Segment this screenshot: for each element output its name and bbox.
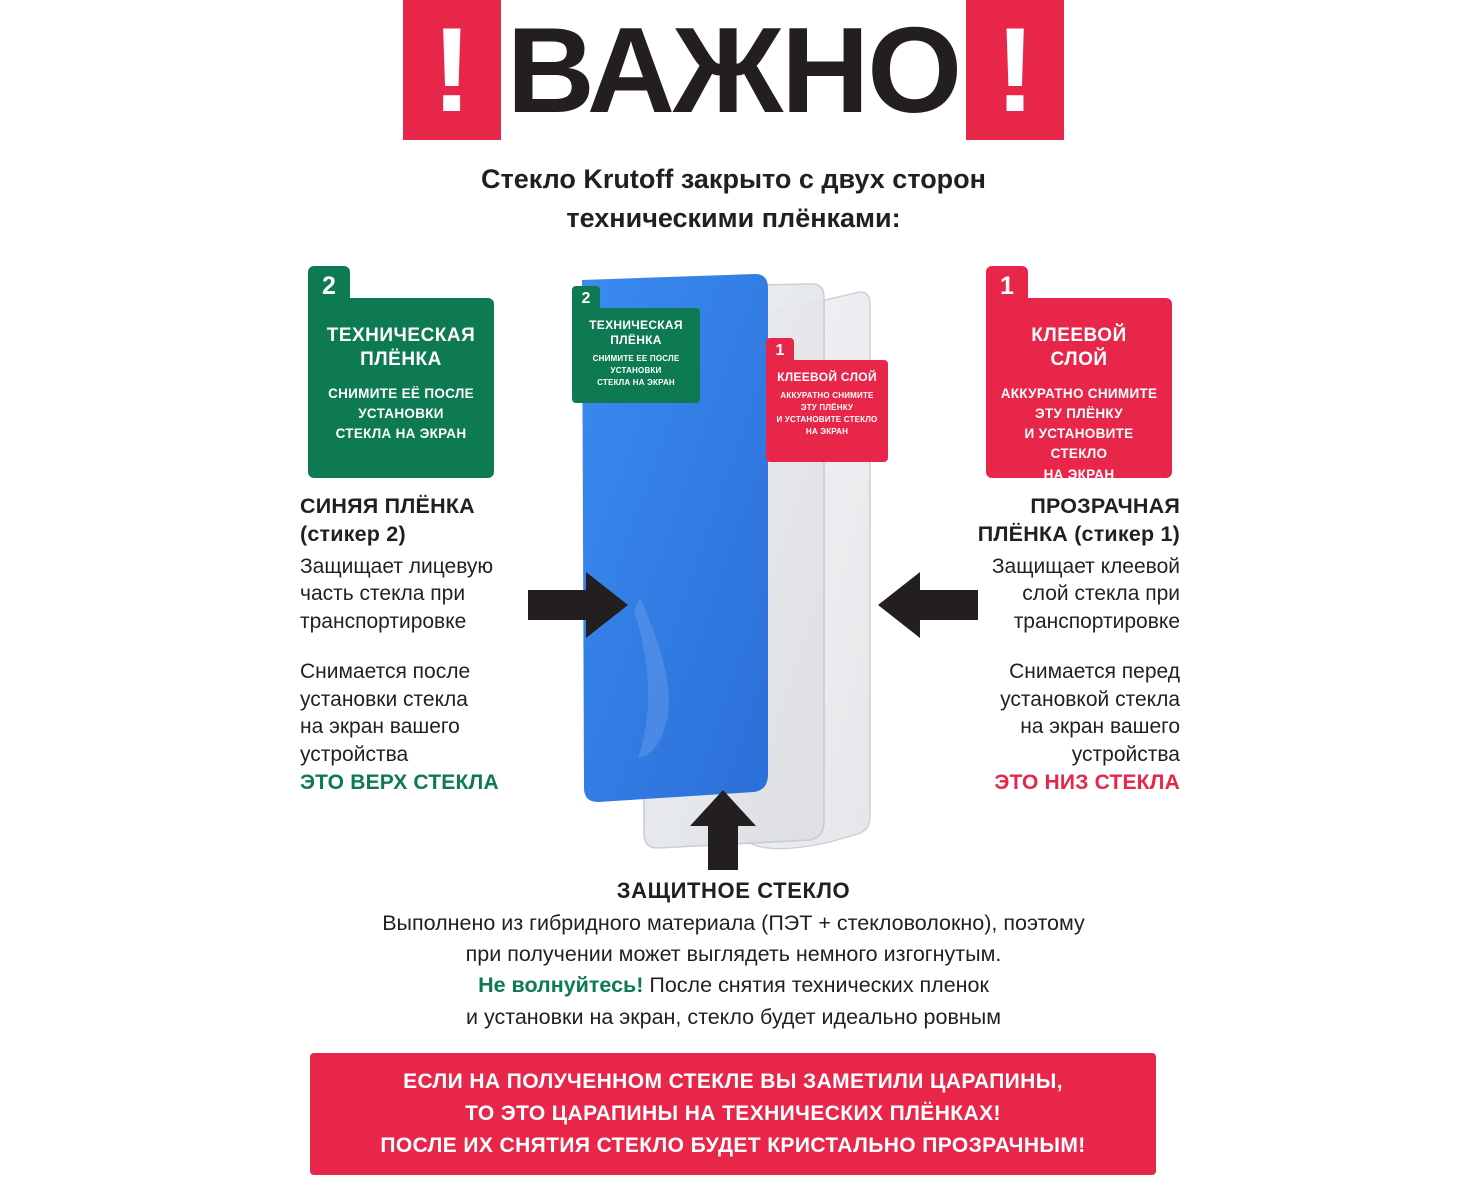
left-body-line-1: Защищает лицевую xyxy=(300,554,494,578)
mini-green-card-title-line-1: ТЕХНИЧЕСКАЯ xyxy=(589,318,683,332)
footer-line-2: ТО ЭТО ЦАРАПИНЫ НА ТЕХНИЧЕСКИХ ПЛЁНКАХ! xyxy=(465,1102,1001,1126)
green-card-title xyxy=(322,324,480,372)
bottom-line-4: и установки на экран, стекло будет идеально ровным xyxy=(466,1004,1001,1029)
green-card-title-line-2: ПЛЁНКА xyxy=(360,348,442,370)
arrow-right-icon xyxy=(528,572,628,643)
mini-red-card-sub xyxy=(766,385,888,438)
red-card-sub-line-2: ЭТУ ПЛЁНКУ xyxy=(1035,405,1123,421)
mini-red-card-sub-line-2: ЭТУ ПЛЁНКУ xyxy=(800,403,854,412)
green-card-sub-line-1: СНИМИТЕ ЕЁ ПОСЛЕ xyxy=(328,385,474,401)
mini-green-film-card xyxy=(572,290,700,403)
green-card-sub-line-3: СТЕКЛА НА ЭКРАН xyxy=(335,426,467,441)
exclamation-left-icon xyxy=(403,0,501,140)
left-accent-text: ЭТО ВЕРХ СТЕКЛА xyxy=(300,770,499,794)
right-body2-line-1: Снимается перед xyxy=(1009,659,1180,683)
right-body2-line-4: устройства xyxy=(1071,743,1180,767)
right-description xyxy=(940,492,1180,797)
mini-green-card-title-line-2: ПЛЁНКА xyxy=(610,333,662,347)
red-film-card xyxy=(986,272,1172,482)
right-head-line-2: ПЛЁНКА (стикер 1) xyxy=(977,522,1180,547)
footer-line-3: ПОСЛЕ ИХ СНЯТИЯ СТЕКЛО БУДЕТ КРИСТАЛЬНО ПРОЗРАЧНЫМ! xyxy=(380,1133,1086,1157)
mini-red-card-sub-line-3: И УСТАНОВИТЕ СТЕКЛО xyxy=(776,415,878,424)
mini-green-card-title xyxy=(572,308,700,348)
exclamation-left-glyph: ! xyxy=(431,3,472,137)
bottom-line-3-bold: Не волнуйтесь! xyxy=(478,973,644,998)
right-accent-text: ЭТО НИЗ СТЕКЛА xyxy=(994,770,1180,794)
left-head-line-2: (стикер 2) xyxy=(300,522,406,547)
red-card-body xyxy=(986,298,1172,485)
green-card-body xyxy=(308,298,494,444)
red-card-sub-line-4: НА ЭКРАН xyxy=(1043,466,1115,482)
left-body2-line-4: устройства xyxy=(300,743,409,767)
mini-red-card-title: КЛЕЕВОЙ СЛОЙ xyxy=(777,370,877,384)
red-card-badge: 1 xyxy=(986,266,1028,306)
green-card-badge: 2 xyxy=(308,266,350,306)
right-head-line-1: ПРОЗРАЧНАЯ xyxy=(1030,494,1180,518)
mini-red-card-sub-line-4: НА ЭКРАН xyxy=(805,427,849,436)
mini-green-card-sub-line-3: СТЕКЛА НА ЭКРАН xyxy=(597,378,675,387)
red-card-sub xyxy=(1000,384,1158,485)
right-description-head xyxy=(940,492,1180,549)
bottom-line-3-rest: После снятия технических пленок xyxy=(643,973,989,998)
mini-red-card-sub-line-1: АККУРАТНО СНИМИТЕ xyxy=(780,391,874,400)
left-spacer xyxy=(300,636,540,658)
mini-green-card-sub xyxy=(572,348,700,389)
right-body2-line-3: на экран вашего xyxy=(1020,715,1180,739)
left-body2-line-1: Снимается после xyxy=(300,659,471,683)
mini-green-card-sub-line-2: УСТАНОВКИ xyxy=(610,366,662,375)
red-card-sub-line-3: И УСТАНОВИТЕ СТЕКЛО xyxy=(1024,426,1134,462)
green-film-card xyxy=(308,272,494,478)
right-body-line-3: транспортировке xyxy=(1013,610,1180,634)
header-banner xyxy=(0,0,1467,140)
mini-green-card-sub-line-1: СНИМИТЕ ЕЕ ПОСЛЕ xyxy=(592,354,680,363)
left-description-head xyxy=(300,492,540,549)
subtitle-line-2: техническими плёнками: xyxy=(566,203,901,234)
green-card-title-line-1: ТЕХНИЧЕСКАЯ xyxy=(326,325,476,346)
left-body-line-3: транспортировке xyxy=(300,610,467,634)
red-card-sub-line-1: АККУРАТНО СНИМИТЕ xyxy=(1000,385,1158,401)
mini-red-card-badge: 1 xyxy=(766,338,794,364)
subtitle-line-1: Стекло Krutoff закрыто с двух сторон xyxy=(481,164,986,194)
header-title-text: ВАЖНО xyxy=(506,2,961,138)
green-card-sub xyxy=(322,384,480,445)
left-body2-line-2: установки стекла xyxy=(300,687,468,711)
footer-warning-banner xyxy=(310,1053,1156,1175)
green-card-sub-line-2: УСТАНОВКИ xyxy=(358,405,444,421)
right-spacer xyxy=(940,636,1180,658)
right-body-line-1: Защищает клеевой xyxy=(991,554,1180,578)
bottom-line-2: при получении может выглядеть немного изгогнутым. xyxy=(465,942,1002,967)
bottom-text xyxy=(0,908,1467,1033)
bottom-title: ЗАЩИТНОЕ СТЕКЛО xyxy=(616,878,851,903)
subtitle xyxy=(0,160,1467,238)
red-card-title: КЛЕЕВОЙ СЛОЙ xyxy=(1031,325,1127,370)
left-body-line-2: часть стекла при xyxy=(300,582,466,606)
mini-green-card-badge: 2 xyxy=(572,286,600,312)
header-title xyxy=(501,0,966,140)
mini-red-film-card xyxy=(766,342,888,462)
left-body2-line-3: на экран вашего xyxy=(300,715,460,739)
left-head-line-1: СИНЯЯ ПЛЁНКА xyxy=(300,494,475,518)
exclamation-right-icon xyxy=(966,0,1064,140)
bottom-line-1: Выполнено из гибридного материала (ПЭТ + стекловолокно), поэтому xyxy=(382,911,1085,935)
footer-line-1: ЕСЛИ НА ПОЛУЧЕННОМ СТЕКЛЕ ВЫ ЗАМЕТИЛИ ЦАРАПИНЫ, xyxy=(403,1070,1063,1094)
exclamation-right-glyph: ! xyxy=(995,3,1036,137)
arrow-up-icon xyxy=(690,790,756,875)
left-description xyxy=(300,492,540,797)
right-body2-line-2: установкой стекла xyxy=(1000,687,1180,711)
right-body-line-2: слой стекла при xyxy=(1022,582,1180,606)
bottom-line-3 xyxy=(0,970,1467,1001)
